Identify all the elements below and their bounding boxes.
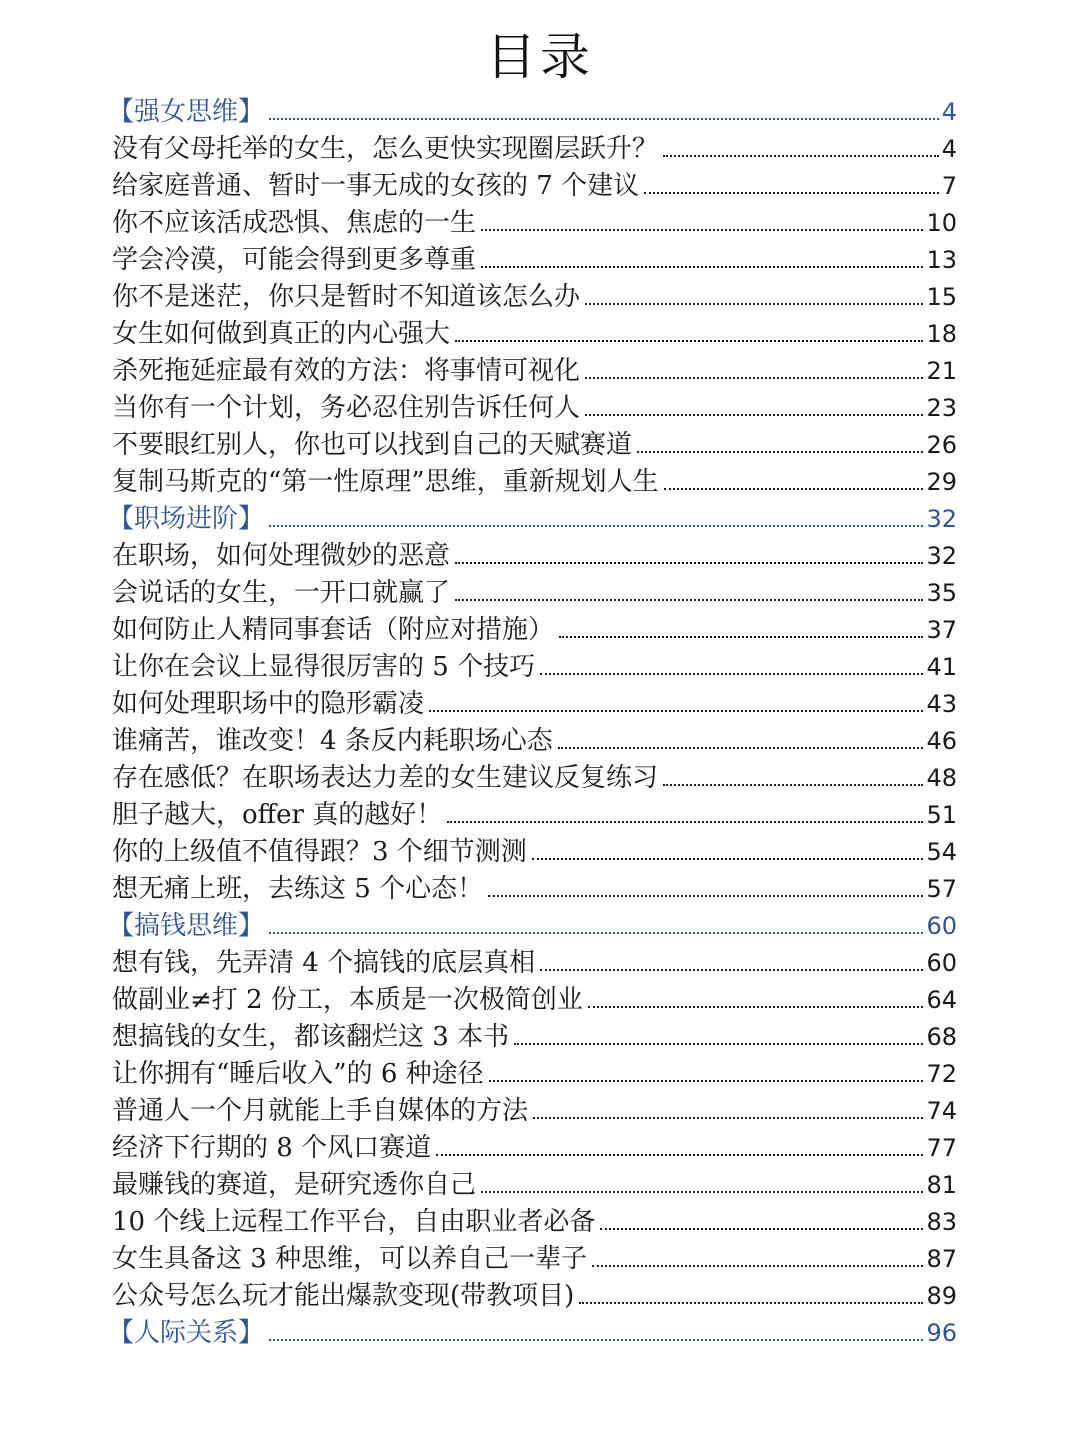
toc-page-number: 87 (926, 1245, 957, 1273)
toc-page-number: 43 (926, 690, 957, 718)
toc-entry[interactable] (112, 1128, 957, 1165)
toc-page-number: 77 (926, 1134, 957, 1162)
toc-entry[interactable] (112, 314, 957, 351)
dot-leader (269, 118, 939, 120)
toc-page-number: 13 (926, 246, 957, 274)
toc-entry[interactable] (112, 425, 957, 462)
toc-page-number: 15 (926, 283, 957, 311)
toc-entry-title: 如何防止人精同事套话（附应对措施） (112, 615, 555, 645)
toc-entry-title: 谁痛苦，谁改变！4 条反内耗职场心态 (112, 726, 553, 756)
dot-leader (585, 377, 923, 379)
toc-entry[interactable] (112, 721, 957, 758)
toc-entry-title: 你不是迷茫，你只是暂时不知道该怎么办 (112, 282, 581, 312)
toc-entry-title: 公众号怎么玩才能出爆款变现(带教项目) (112, 1281, 575, 1311)
toc-entry-title: 女生具备这 3 种思维，可以养自己一辈子 (112, 1244, 588, 1274)
toc-page-number: 4 (941, 98, 957, 126)
dot-leader (514, 1043, 923, 1045)
toc-entry[interactable] (112, 203, 957, 240)
dot-leader (429, 710, 923, 712)
toc-entry-title: 最赚钱的赛道，是研究透你自己 (112, 1170, 477, 1200)
toc-entry-title: 给家庭普通、暂时一事无成的女孩的 7 个建议 (112, 171, 640, 201)
toc-page-number: 96 (926, 1319, 957, 1347)
toc-page-number: 81 (926, 1171, 957, 1199)
toc-page-number: 10 (926, 209, 957, 237)
toc-entry[interactable] (112, 1054, 957, 1091)
toc-entry[interactable] (112, 1017, 957, 1054)
toc-entry-title: 【人际关系】 (108, 1318, 265, 1348)
toc-entry-title: 让你拥有“睡后收入”的 6 种途径 (112, 1059, 484, 1089)
dot-leader (269, 1339, 923, 1341)
toc-page-number: 74 (926, 1097, 957, 1125)
toc-page-number: 83 (926, 1208, 957, 1236)
toc-entry-title: 存在感低？在职场表达力差的女生建议反复练习 (112, 763, 659, 793)
dot-leader (663, 784, 923, 786)
toc-entry[interactable] (112, 536, 957, 573)
dot-leader (532, 858, 924, 860)
toc-entry[interactable] (112, 610, 957, 647)
dot-leader (559, 636, 923, 638)
dot-leader (540, 673, 923, 675)
toc-entry-title: 你不应该活成恐惧、焦虑的一生 (112, 208, 477, 238)
toc-entry[interactable] (112, 1276, 957, 1313)
toc-page-number: 60 (926, 912, 957, 940)
dot-leader (540, 969, 923, 971)
toc-section-heading[interactable] (108, 906, 957, 943)
dot-leader (558, 747, 924, 749)
dot-leader (455, 562, 923, 564)
toc-entry-title: 杀死拖延症最有效的方法：将事情可视化 (112, 356, 581, 386)
toc-entry[interactable] (112, 980, 957, 1017)
dot-leader (664, 488, 924, 490)
toc-entry[interactable] (112, 758, 957, 795)
toc-entry-title: 如何处理职场中的隐形霸凌 (112, 689, 425, 719)
dot-leader (592, 1265, 923, 1267)
toc-entry-title: 10 个线上远程工作平台，自由职业者必备 (112, 1207, 596, 1237)
table-of-contents (108, 92, 957, 1350)
toc-entry[interactable] (112, 1239, 957, 1276)
dot-leader (585, 303, 923, 305)
toc-entry[interactable] (112, 1202, 957, 1239)
toc-entry[interactable] (112, 647, 957, 684)
toc-entry-title: 【职场进阶】 (108, 504, 265, 534)
toc-entry-title: 你的上级值不值得跟？3 个细节测测 (112, 837, 527, 867)
toc-entry-title: 想无痛上班，去练这 5 个心态！ (112, 874, 484, 904)
toc-page-number: 7 (941, 172, 957, 200)
toc-entry-title: 当你有一个计划，务必忍住别告诉任何人 (112, 393, 581, 423)
toc-entry-title: 没有父母托举的女生，怎么更快实现圈层跃升？ (112, 134, 659, 164)
toc-entry-title: 女生如何做到真正的内心强大 (112, 319, 451, 349)
toc-entry[interactable] (112, 684, 957, 721)
dot-leader (269, 932, 923, 934)
toc-page-number: 18 (926, 320, 957, 348)
toc-entry-title: 【强女思维】 (108, 97, 265, 127)
toc-entry-title: 想搞钱的女生，都该翻烂这 3 本书 (112, 1022, 510, 1052)
toc-page-number: 60 (926, 949, 957, 977)
toc-entry-title: 普通人一个月就能上手自媒体的方法 (112, 1096, 529, 1126)
toc-entry-title: 在职场，如何处理微妙的恶意 (112, 541, 451, 571)
toc-entry[interactable] (112, 1091, 957, 1128)
toc-page-number: 23 (926, 394, 957, 422)
dot-leader (585, 414, 923, 416)
toc-entry-title: 胆子越大，offer 真的越好！ (112, 800, 443, 830)
dot-leader (455, 599, 923, 601)
toc-page-number: 57 (926, 875, 957, 903)
toc-entry-title: 经济下行期的 8 个风口赛道 (112, 1133, 432, 1163)
toc-entry-title: 学会冷漠，可能会得到更多尊重 (112, 245, 477, 275)
toc-entry-title: 会说话的女生，一开口就赢了 (112, 578, 451, 608)
toc-page-number: 29 (926, 468, 957, 496)
toc-page-number: 37 (926, 616, 957, 644)
dot-leader (579, 1302, 923, 1304)
toc-page-number: 4 (941, 135, 957, 163)
toc-page-number: 21 (926, 357, 957, 385)
toc-page-number: 26 (926, 431, 957, 459)
toc-entry[interactable] (112, 277, 957, 314)
toc-entry[interactable] (112, 943, 957, 980)
toc-page-number: 41 (926, 653, 957, 681)
dot-leader (447, 821, 923, 823)
dot-leader (481, 229, 923, 231)
dot-leader (481, 1191, 923, 1193)
toc-entry[interactable] (112, 166, 957, 203)
page-title: 目录 (486, 28, 594, 86)
toc-entry-title: 让你在会议上显得很厉害的 5 个技巧 (112, 652, 536, 682)
dot-leader (489, 1080, 924, 1082)
toc-entry[interactable] (112, 351, 957, 388)
toc-page-number: 48 (926, 764, 957, 792)
toc-entry[interactable] (112, 1165, 957, 1202)
toc-entry-title: 【搞钱思维】 (108, 911, 265, 941)
toc-entry[interactable] (112, 795, 957, 832)
dot-leader (644, 192, 939, 194)
toc-page-number: 54 (926, 838, 957, 866)
dot-leader (269, 525, 923, 527)
toc-entry[interactable] (112, 388, 957, 425)
dot-leader (481, 266, 923, 268)
toc-section-heading[interactable] (108, 92, 957, 129)
dot-leader (588, 1006, 924, 1008)
toc-section-heading[interactable] (108, 1313, 957, 1350)
toc-section-heading[interactable] (108, 499, 957, 536)
toc-page-number: 72 (926, 1060, 957, 1088)
toc-entry-title: 想有钱，先弄清 4 个搞钱的底层真相 (112, 948, 536, 978)
dot-leader (436, 1154, 923, 1156)
toc-page-number: 35 (926, 579, 957, 607)
toc-page-number: 51 (926, 801, 957, 829)
toc-page-number: 32 (926, 505, 957, 533)
toc-entry-title: 不要眼红别人，你也可以找到自己的天赋赛道 (112, 430, 633, 460)
dot-leader (600, 1228, 923, 1230)
toc-page-number: 46 (926, 727, 957, 755)
dot-leader (637, 451, 923, 453)
dot-leader (488, 895, 923, 897)
toc-entry[interactable] (112, 462, 957, 499)
dot-leader (455, 340, 923, 342)
toc-entry[interactable] (112, 869, 957, 906)
toc-entry[interactable] (112, 573, 957, 610)
toc-entry-title: 做副业≠打 2 份工，本质是一次极简创业 (112, 985, 583, 1015)
toc-entry[interactable] (112, 832, 957, 869)
dot-leader (663, 155, 939, 157)
toc-entry[interactable] (112, 240, 957, 277)
toc-page-number: 32 (926, 542, 957, 570)
toc-entry-title: 复制马斯克的“第一性原理”思维，重新规划人生 (112, 467, 659, 497)
dot-leader (533, 1117, 923, 1119)
toc-page-number: 64 (926, 986, 957, 1014)
toc-page-number: 89 (926, 1282, 957, 1310)
toc-entry[interactable] (112, 129, 957, 166)
toc-page-number: 68 (926, 1023, 957, 1051)
